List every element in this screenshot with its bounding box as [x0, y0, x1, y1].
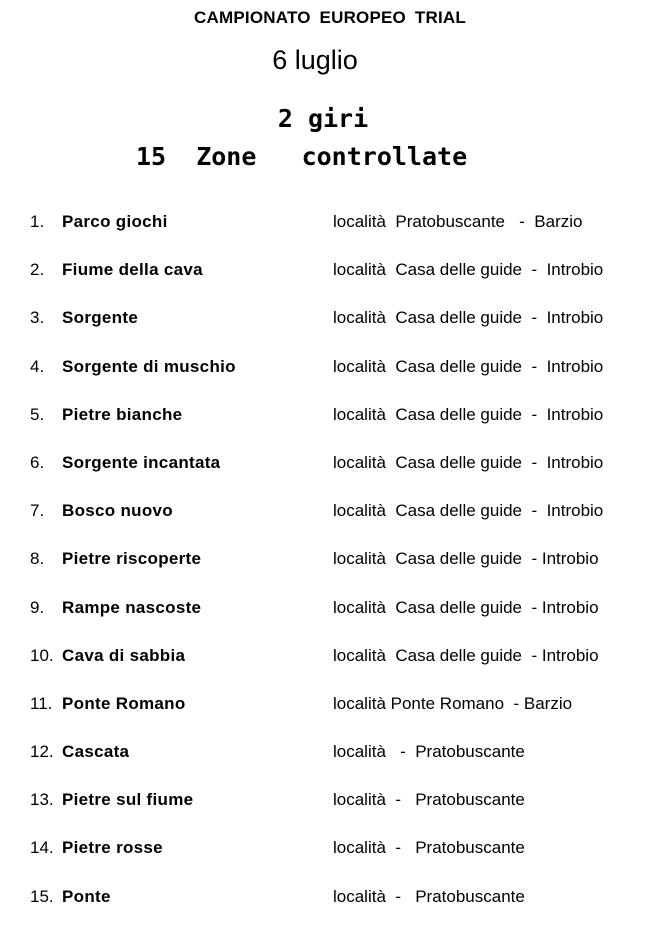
zone-number: 1. — [30, 212, 45, 231]
zone-name: Ponte — [62, 886, 111, 906]
zone-row — [0, 838, 660, 886]
zone-number: 2. — [30, 260, 45, 280]
zone-name: Pietre sul fiume — [62, 790, 194, 810]
zone-location: località Pratobuscante - Barzio — [333, 212, 583, 231]
zone-name: Cava di sabbia — [62, 645, 186, 665]
zone-location: località Casa delle guide - Introbio — [333, 260, 604, 280]
laps-count: 2 giri — [277, 104, 369, 133]
zone-location: località - Pratobuscante — [333, 790, 525, 810]
zone-name: Sorgente — [62, 308, 139, 328]
zone-row — [0, 357, 660, 405]
zone-name: Pietre riscoperte — [62, 549, 202, 569]
zone-location: località Casa delle guide - Introbio — [333, 308, 604, 328]
zone-number: 4. — [30, 356, 45, 376]
zone-number: 8. — [30, 549, 45, 569]
zone-name: Parco giochi — [62, 212, 168, 231]
zone-number: 14. — [30, 838, 54, 858]
zone-name: Bosco nuovo — [62, 501, 173, 521]
zone-row — [0, 646, 660, 694]
zone-location: località Casa delle guide - Introbio — [333, 356, 604, 376]
zone-row — [0, 887, 660, 935]
zone-number: 5. — [30, 404, 45, 424]
zones-heading: 15 Zone controllate — [136, 142, 468, 171]
zone-row — [0, 405, 660, 453]
zone-number: 7. — [30, 501, 45, 521]
zone-number: 3. — [30, 308, 45, 328]
zone-name: Rampe nascoste — [62, 597, 202, 617]
zone-location: località Ponte Romano - Barzio — [333, 693, 573, 713]
zone-row — [0, 598, 660, 646]
zone-list — [0, 212, 660, 935]
zone-name: Pietre rosse — [62, 838, 163, 858]
zone-location: località Casa delle guide - Introbio — [333, 645, 599, 665]
zone-number: 12. — [30, 742, 54, 762]
zone-location: località Casa delle guide - Introbio — [333, 597, 599, 617]
zone-name: Sorgente incantata — [62, 452, 221, 472]
zone-row — [0, 260, 660, 308]
zone-location: località Casa delle guide - Introbio — [333, 501, 604, 521]
zone-row — [0, 501, 660, 549]
zone-row — [0, 453, 660, 501]
zone-name: Sorgente di muschio — [62, 356, 236, 376]
zone-name: Pietre bianche — [62, 404, 183, 424]
zone-row — [0, 212, 660, 260]
zone-row — [0, 694, 660, 742]
zone-number: 15. — [30, 886, 54, 906]
zone-location: località - Pratobuscante — [333, 838, 525, 858]
document-title: CAMPIONATO EUROPEO TRIAL — [194, 8, 466, 27]
event-date: 6 luglio — [272, 45, 358, 75]
zone-location: località Casa delle guide - Introbio — [333, 549, 599, 569]
zone-number: 6. — [30, 452, 45, 472]
zone-name: Cascata — [62, 742, 130, 762]
zone-name: Fiume della cava — [62, 260, 203, 280]
zone-row — [0, 790, 660, 838]
zone-row — [0, 742, 660, 790]
zone-number: 13. — [30, 790, 54, 810]
zone-location: località - Pratobuscante — [333, 742, 525, 762]
zone-row — [0, 308, 660, 356]
zone-number: 9. — [30, 597, 45, 617]
zone-name: Ponte Romano — [62, 693, 186, 713]
zone-location: località - Pratobuscante — [333, 886, 525, 906]
zone-location: località Casa delle guide - Introbio — [333, 404, 604, 424]
zone-number: 10. — [30, 645, 54, 665]
zone-location: località Casa delle guide - Introbio — [333, 452, 604, 472]
zone-row — [0, 549, 660, 597]
zone-number: 11. — [30, 693, 53, 713]
